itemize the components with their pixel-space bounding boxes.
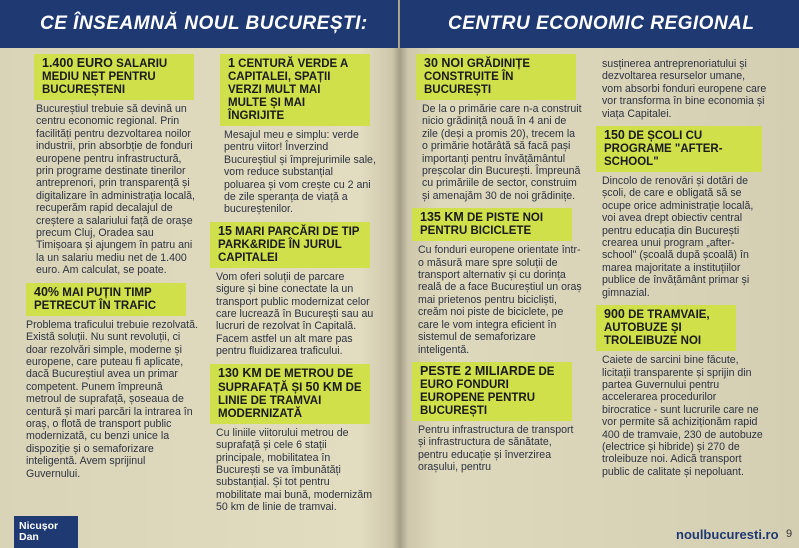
bike-heading: 135 KM DE PISTE NOI PENTRU BICICLETE: [412, 208, 572, 241]
bike-body: Cu fonduri europene orientate într-o măsură mare spre soluții de transport alternativ și cu dorința reală de a face Bucureștiul un oraș mai prietenos pentru bicicliști, creăm noi piste de biciclete, pe care le vom integra eficient în sistemul de semaforizare inteligentă.: [418, 244, 582, 356]
trams-section: [596, 305, 774, 478]
parking-body: Vom oferi soluții de parcare sigure și bine conectate la un transport public modernizat celor care lucrează în București sau au lucruri de rezolvat în Capitală. Facem astfel un alt mare pas pentru fluidizarea traficului.: [216, 270, 374, 358]
trams-heading: 900 DE TRAMVAIE, AUTOBUZE ȘI TROLEIBUZE NOI: [596, 305, 736, 351]
entrepreneurship-section: [596, 58, 774, 120]
kindergarten-section: [412, 54, 588, 202]
green-heading: 1 CENTURĂ VERDE A CAPITALEI, SPAȚII VERZI MULT MAI MULTE ȘI MAI ÎNGRIJITE: [220, 54, 370, 126]
traffic-body: Problema traficului trebuie rezolvată. Există soluții. Nu sunt revoluții, ci doar rezolvări simple, moderne și europene, care puteau fi aplicate, dacă Bucureștiul avea un primar competent. Punem împreună metroul de suprafață, șoseaua de centură și mari parcări la intrarea în oraș, o flotă de transport public modernizată, cu benzi unice la dispoziție și o semaforizare inteligentă. Avem sprijinul Guvernului.: [26, 318, 198, 480]
afterschool-heading: 150 DE ȘCOLI CU PROGRAME "AFTER-SCHOOL": [596, 126, 762, 172]
column-4: [596, 58, 774, 484]
column-1: [26, 54, 204, 486]
metro-heading: 130 KM DE METROU DE SUPRAFAȚĂ ȘI 50 KM DE LINIE DE TRAMVAI MODERNIZATĂ: [210, 364, 370, 424]
salary-body: Bucureștiul trebuie să devină un centru economic regional. Prin facilități pentru dezvoltarea noilor industrii, prin absorbție de fonduri europene pentru infrastructură, prin programe destinate tinerilor antreprenori, prin transparență și digitalizare în administrația locală, recuperăm rapid decalajul de creștere a salariului față de orașe precum Cluj, Oradea sau Timișoara și ajungem în patru ani la un salariu mediu net de 1.400 euro. Am calculat, se poate.: [36, 103, 195, 277]
salary-heading: 1.400 EURO SALARIU MEDIU NET PENTRU BUCUREȘTENI: [34, 54, 194, 100]
afterschool-section: [596, 126, 774, 299]
afterschool-body: Dincolo de renovări și dotări de școli, de care e obligată să se ocupe orice administrație locală, voi avea drept obiectiv central pentru educația din București crearea unui program „after-school" (școală după școală) în marea majoritate a instituțiilor publice de învățământ primar și gimnazial.: [602, 175, 754, 299]
funds-heading: PESTE 2 MILIARDE DE EURO FONDURI EUROPENE PENTRU BUCUREȘTI: [412, 362, 572, 421]
column-3: [412, 54, 588, 480]
green-body: Mesajul meu e simplu: verde pentru viitor! Înverzind Bucureștiul și împrejurimile sale, vom reduce substanțial poluarea și vom crește cu 2 ani de zile speranța de viață a bucureștenilor.: [224, 129, 376, 216]
kindergarten-heading: 30 NOI GRĂDINIȚE CONSTRUITE ÎN BUCUREȘTI: [416, 54, 576, 100]
parking-heading: 15 MARI PARCĂRI DE TIP PARK&RIDE ÎN JURUL CAPITALEI: [210, 222, 370, 268]
metro-body: Cu liniile viitorului metrou de suprafață și cele 6 stații principale, mobilitatea în București se va îmbunătăți substanțial. Și tot pentru mobilitate mai bună, modernizăm 50 km de linie de tramvai.: [216, 426, 373, 514]
campaign-logo: Nicușor Dan: [14, 516, 78, 548]
left-page-title: CE ÎNSEAMNĂ NOUL BUCUREȘTI:: [40, 13, 368, 34]
website-url: noulbucuresti.ro: [676, 527, 779, 542]
funds-section: [412, 362, 588, 474]
traffic-section: [26, 283, 204, 480]
kindergarten-body: De la o primărie care n-a construit nicio grădiniță nouă în 4 ani de zile (deși a promis 20), trecem la o primărie hotărâtă să facă pași importanți pentru învățământul preșcolar din București. Împreună cu primăriile de sector, construim și amenajăm 30 de noi grădinițe.: [422, 103, 582, 202]
green-section: [210, 54, 382, 216]
funds-body: Pentru infrastructura de transport și infrastructura de sănătate, pentru educație și înverzirea orașului, pentru: [418, 423, 574, 474]
column-2: [210, 54, 382, 520]
right-page-title: CENTRU ECONOMIC REGIONAL: [448, 13, 755, 34]
left-page-header: [0, 0, 398, 48]
traffic-heading: 40% MAI PUȚIN TIMP PETRECUT ÎN TRAFIC: [26, 283, 186, 316]
salary-section: [26, 54, 204, 277]
entrepreneurship-body: susținerea antreprenoriatului și dezvoltarea resurselor umane, vom absorbi fonduri europene care vor transforma în bine economia și viața Capitalei.: [602, 58, 767, 120]
bike-section: [412, 208, 588, 356]
right-page-header: [400, 0, 799, 48]
page-gutter: [392, 0, 408, 548]
page-number: 9: [786, 528, 793, 540]
trams-body: Caiete de sarcini bine făcute, licitații transparente și sprijin din partea Guvernului pentru accelerarea procedurilor birocratice - sunt lucrurile care ne vor permite să achiziționăm rapid 400 de tramvaie, 230 de autobuze (electrice și hibride) și 270 de troleibuze noi. Adică transport public de calitate și nepoluant.: [602, 354, 763, 478]
parking-section: [210, 222, 382, 358]
metro-section: [210, 364, 382, 514]
